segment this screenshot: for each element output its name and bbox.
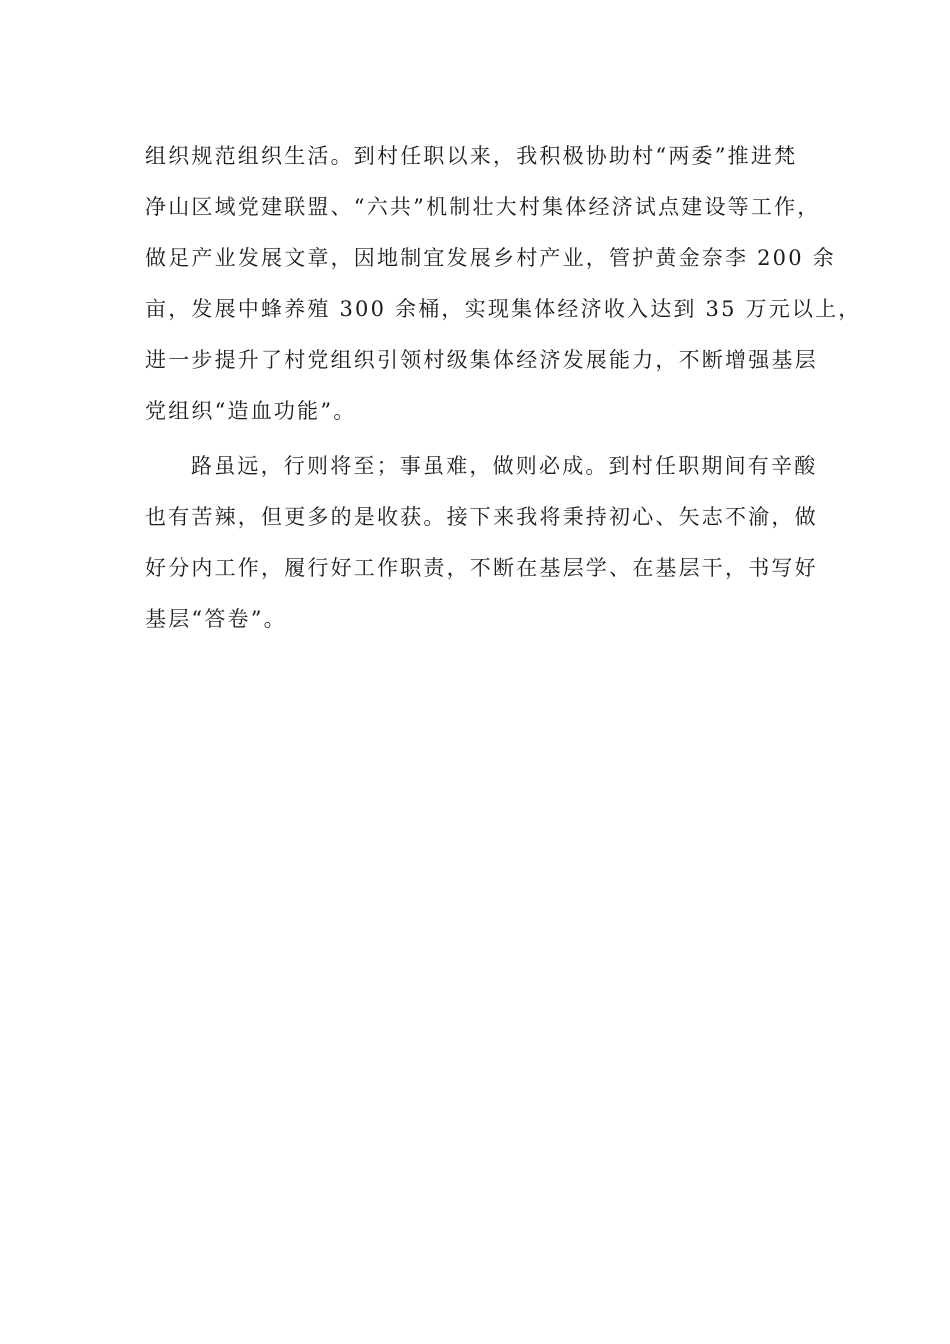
body-text (145, 131, 862, 645)
text-line: 好分内工作，履行好工作职责，不断在基层学、在基层干，书写好 (145, 556, 818, 580)
text-line: 亩，发展中蜂养殖 300 余桶，实现集体经济收入达到 35 万元以上， (145, 297, 862, 321)
paragraph-1 (145, 131, 862, 437)
text-line: 党组织“造血功能”。 (145, 399, 357, 423)
text-line: 基层“答卷”。 (145, 607, 287, 631)
text-line: 路虽远，行则将至；事虽难，做则必成。到村任职期间有辛酸 (191, 454, 818, 478)
text-line: 做足产业发展文章，因地制宜发展乡村产业，管护黄金奈李 200 余 (145, 246, 836, 270)
text-line: 进一步提升了村党组织引领村级集体经济发展能力，不断增强基层 (145, 348, 818, 372)
text-line: 净山区域党建联盟、“六共”机制壮大村集体经济试点建设等工作， (145, 195, 821, 219)
text-line: 组织规范组织生活。到村任职以来，我积极协助村“两委”推进梵 (145, 144, 798, 168)
paragraph-2 (145, 441, 835, 645)
text-line: 也有苦辣，但更多的是收获。接下来我将秉持初心、矢志不渝，做 (145, 505, 818, 529)
